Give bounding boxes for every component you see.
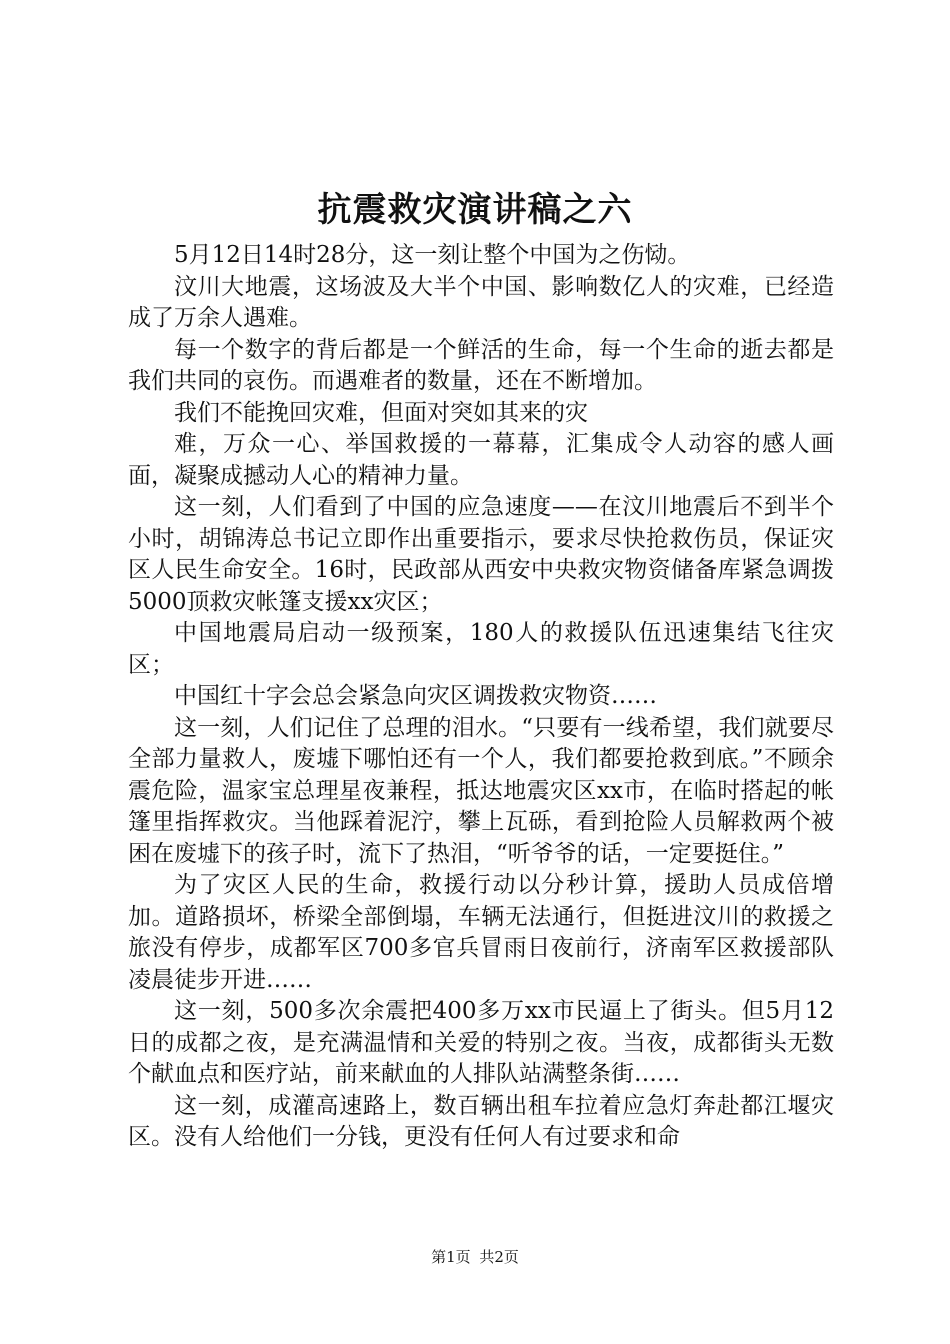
paragraph: 每一个数字的背后都是一个鲜活的生命，每一个生命的逝去都是我们共同的哀伤。而遇难者的数量，还在不断增加。: [128, 336, 834, 394]
document-title: 抗震救灾演讲稿之六: [317, 190, 633, 230]
page-footer: [0, 1246, 950, 1268]
paragraph: 中国红十字会总会紧急向灾区调拨救灾物资……: [174, 683, 657, 709]
paragraph: 汶川大地震，这场波及大半个中国、影响数亿人的灾难，已经造成了万余人遇难。: [128, 273, 834, 331]
paragraph: 我们不能挽回灾难，但面对突如其来的灾: [174, 399, 588, 426]
paragraph: 难，万众一心、举国救援的一幕幕，汇集成令人动容的感人画面，凝聚成撼动人心的精神力量。: [128, 431, 834, 489]
paragraph: 这一刻，人们看到了中国的应急速度——在汶川地震后不到半个小时，胡锦涛总书记立即作出重要指示，要求尽快抢救伤员，保证灾区人民生命安全。16时，民政部从西安中央救灾物资储备库紧急调拨5000顶救灾帐篷支援xx灾区；: [128, 494, 834, 615]
paragraph: 中国地震局启动一级预案，180人的救援队伍迅速集结飞往灾区；: [128, 620, 834, 678]
paragraph: 为了灾区人民的生命，救援行动以分秒计算，援助人员成倍增加。道路损坏，桥梁全部倒塌，车辆无法通行，但挺进汶川的救援之旅没有停步，成都军区700多官兵冒雨日夜前行，济南军区救援部队凌晨徒步开进……: [128, 872, 834, 993]
page-number: 第1页: [431, 1248, 471, 1266]
paragraph: 5月12日14时28分，这一刻让整个中国为之伤恸。: [174, 242, 691, 268]
paragraph: 这一刻，成灌高速路上，数百辆出租车拉着应急灯奔赴都江堰灾区。没有人给他们一分钱，更没有任何人有过要求和命: [128, 1092, 834, 1150]
document-body: [128, 240, 834, 1154]
page-total: 共2页: [479, 1248, 519, 1266]
paragraph: 这一刻，500多次余震把400多万xx市民逼上了街头。但5月12日的成都之夜，是充满温情和关爱的特别之夜。当夜，成都街头无数个献血点和医疗站，前来献血的人排队站满整条街……: [128, 998, 834, 1087]
paragraph: 这一刻，人们记住了总理的泪水。“只要有一线希望，我们就要尽全部力量救人，废墟下哪怕还有一个人，我们都要抢救到底。”不顾余震危险，温家宝总理星夜兼程，抵达地震灾区xx市，在临时搭起的帐篷里指挥救灾。当他踩着泥泞，攀上瓦砾，看到抢险人员解救两个被困在废墟下的孩子时，流下了热泪，“听爷爷的话，一定要挺住。”: [128, 714, 834, 867]
